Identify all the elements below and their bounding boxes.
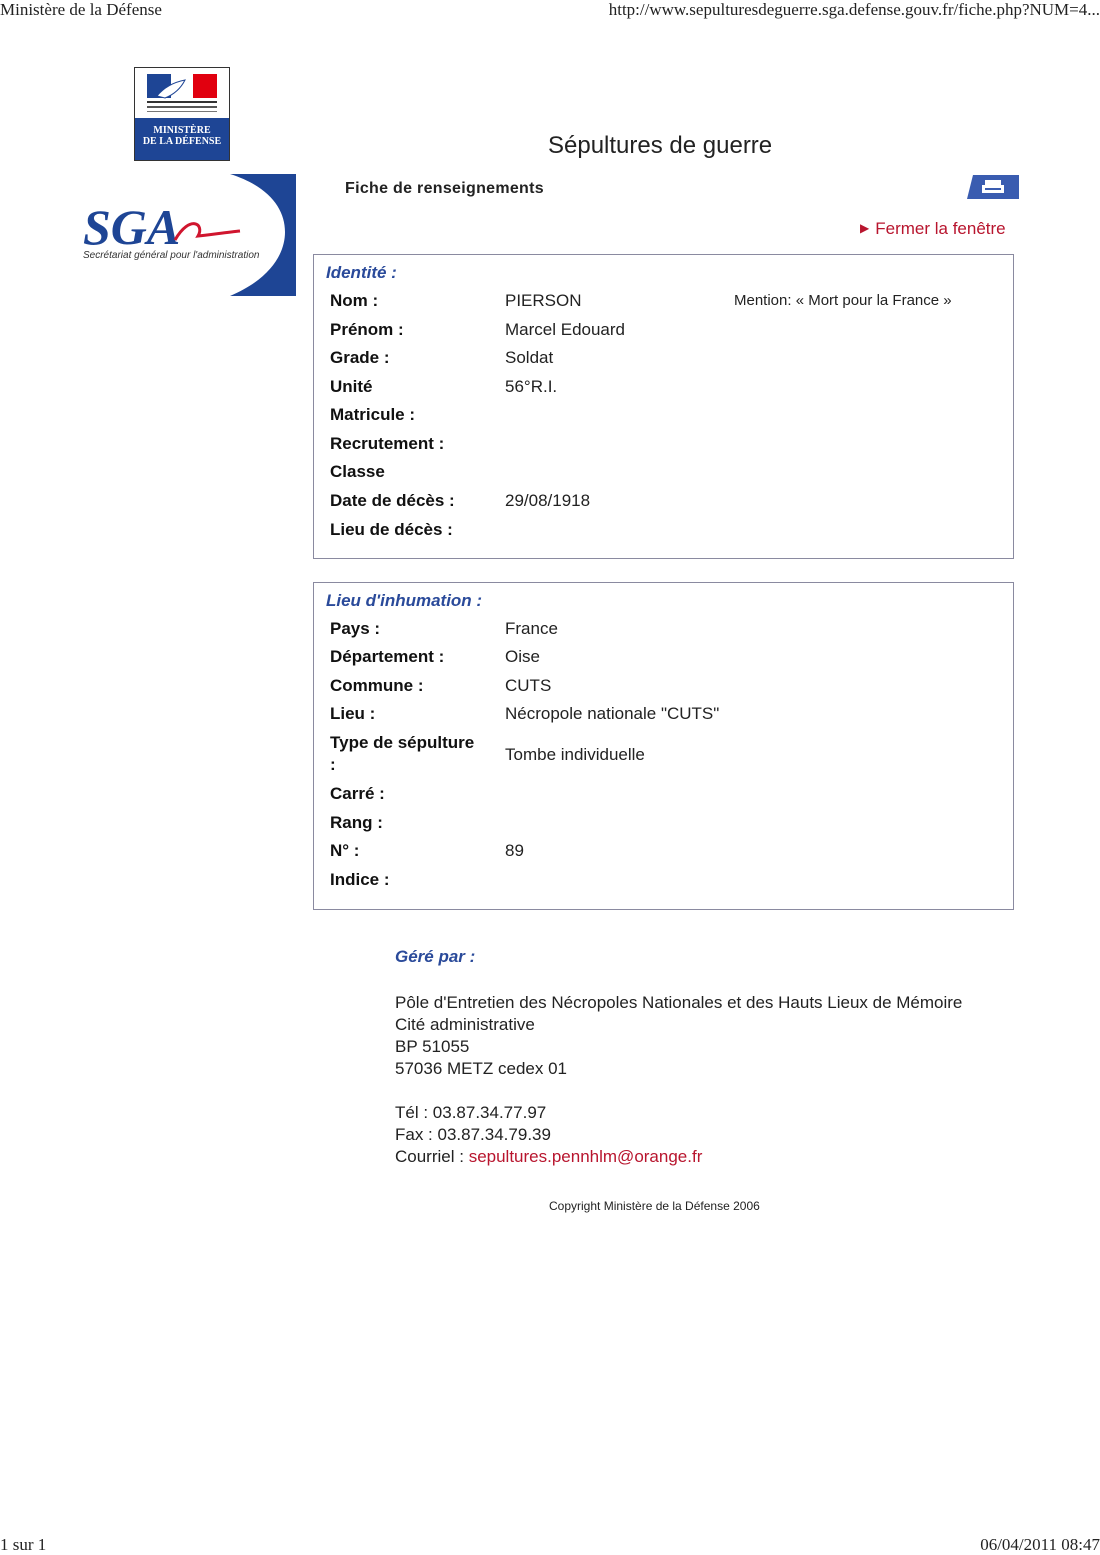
field-label: Grade : (330, 348, 390, 367)
field-label: Type de sépulture (330, 733, 475, 752)
ministry-logo-text (135, 118, 229, 160)
field-label: Rang : (330, 813, 383, 832)
manager-fax: Fax : 03.87.34.79.39 (395, 1125, 551, 1144)
field-label: Prénom : (330, 320, 404, 339)
field-label: Commune : (330, 676, 424, 695)
manager-line2: Cité administrative (395, 1015, 535, 1034)
manager-line3: BP 51055 (395, 1037, 470, 1056)
identite-panel (313, 254, 1014, 559)
page-subtitle: Fiche de renseignements (345, 180, 544, 197)
inhumation-title: Lieu d'inhumation : (326, 591, 483, 610)
printer-icon (967, 175, 1019, 199)
page-title: Sépultures de guerre (548, 132, 773, 159)
field-value: PIERSON (505, 291, 582, 310)
field-label: Lieu : (330, 704, 376, 723)
manager-email-row (395, 1146, 962, 1168)
email-link[interactable]: sepultures.pennhlm@orange.fr (468, 1147, 703, 1166)
ministry-logo (134, 67, 230, 161)
field-value: 29/08/1918 (505, 491, 591, 510)
field-label: Matricule : (330, 405, 416, 424)
manager-tel: Tél : 03.87.34.77.97 (395, 1103, 547, 1122)
ministry-text-line2: DE LA DÉFENSE (142, 136, 222, 147)
manager-line4: 57036 METZ cedex 01 (395, 1059, 567, 1078)
print-footer-datetime: 06/04/2011 08:47 (980, 1535, 1100, 1554)
field-label: Carré : (330, 784, 385, 803)
print-footer-page: 1 sur 1 (0, 1535, 47, 1554)
print-header-left: Ministère de la Défense (0, 0, 162, 19)
copyright-text: Copyright Ministère de la Défense 2006 (549, 1199, 760, 1213)
sga-caption: Secrétariat général pour l'administration (83, 250, 260, 261)
sga-letters: SGA (83, 199, 181, 255)
email-label: Courriel : (395, 1147, 469, 1166)
manager-title: Géré par : (395, 947, 476, 966)
field-label: Classe (330, 462, 385, 481)
mention-text: Mention: « Mort pour la France » (734, 292, 952, 309)
field-value: Nécropole nationale "CUTS" (505, 704, 720, 723)
manager-block (395, 946, 962, 1168)
field-value: Soldat (505, 348, 554, 367)
ministry-text-line1: MINISTÈRE (153, 125, 211, 136)
field-value: France (505, 619, 558, 638)
field-label: Unité (330, 377, 373, 396)
close-window-link[interactable] (860, 219, 1006, 239)
field-label: Département : (330, 647, 445, 666)
identite-title: Identité : (326, 263, 397, 282)
field-value: Marcel Edouard (505, 320, 626, 339)
field-label: Indice : (330, 870, 390, 889)
manager-line1: Pôle d'Entretien des Nécropoles Nationales et des Hauts Lieux de Mémoire (395, 993, 963, 1012)
field-value: 56°R.I. (505, 377, 558, 396)
field-value: Oise (505, 647, 540, 666)
sga-logo (80, 174, 296, 296)
print-button[interactable] (967, 175, 1019, 199)
field-label: Nom : (330, 291, 379, 310)
field-label: Date de décès : (330, 491, 455, 510)
field-value: CUTS (505, 676, 552, 695)
field-label: Pays : (330, 619, 381, 638)
field-label-colon: : (330, 755, 336, 774)
field-label: Lieu de décès : (330, 520, 453, 539)
print-header-url: http://www.sepulturesdeguerre.sga.defense.gouv.fr/fiche.php?NUM=4... (608, 0, 1100, 19)
field-value: Tombe individuelle (505, 745, 645, 764)
field-value: 89 (505, 841, 524, 860)
field-label: Recrutement : (330, 434, 445, 453)
close-window-label: Fermer la fenêtre (875, 219, 1006, 238)
triangle-right-icon: ▶ (860, 221, 870, 235)
inhumation-panel (313, 582, 1014, 910)
marianne-flag-icon (135, 68, 229, 118)
field-label: N° : (330, 841, 360, 860)
